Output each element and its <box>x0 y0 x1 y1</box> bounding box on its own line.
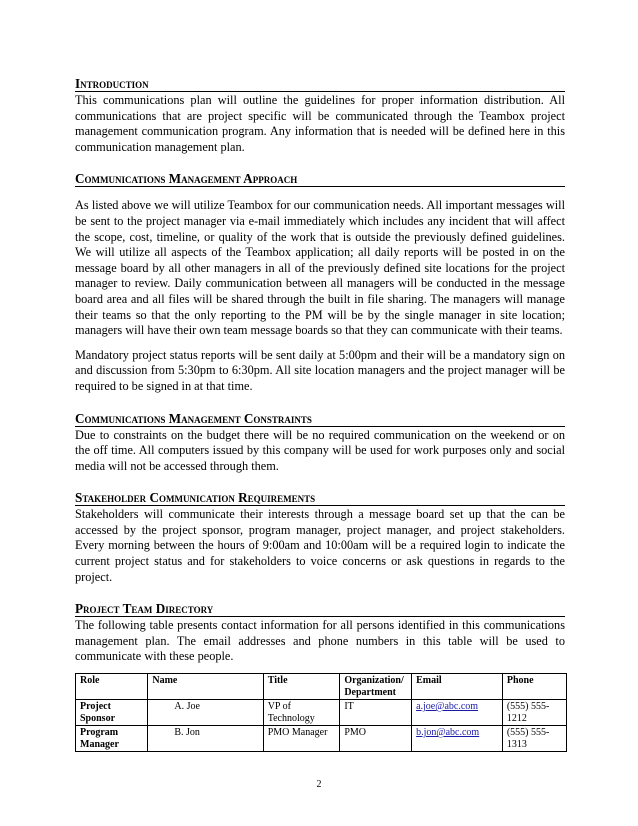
heading-project-team-directory: Project Team Directory <box>75 601 565 617</box>
cell-role: Project Sponsor <box>76 700 148 726</box>
heading-stakeholder-requirements: Stakeholder Communication Requirements <box>75 490 565 506</box>
document-page <box>75 76 565 752</box>
cell-title: PMO Manager <box>263 726 340 752</box>
approach-paragraph-1: As listed above we will utilize Teambox for our communication needs. All important messages will be sent to the project manager via e-mail immediately which includes any incident that will affect the scope, cost, timeline, or quality of the work that is outside the previously defined guidelines. We will utilize all aspects of the Teambox application; all daily reports will be posted in on the message board by all other managers in all of the previously defined site locations for the project manager to review. Daily communication between all managers will be conducted in the message board area and all files will be shared through the built in file sharing. The managers will manage their teams so that the only reporting to the PM will be by the single manager in site location; managers will have their own team message boards so that they can communicate with their teams. <box>75 198 565 338</box>
header-email: Email <box>412 674 503 700</box>
directory-text: The following table presents contact information for all persons identified in this communications management plan. The email addresses and phone numbers in this table will be used to communicate with these people. <box>75 618 565 664</box>
header-phone: Phone <box>502 674 566 700</box>
cell-phone: (555) 555-1212 <box>502 700 566 726</box>
table-row <box>76 700 567 726</box>
cell-email <box>412 700 503 726</box>
cell-email <box>412 726 503 752</box>
cell-phone: (555) 555-1313 <box>502 726 566 752</box>
cell-role: Program Manager <box>76 726 148 752</box>
heading-introduction: Introduction <box>75 76 565 92</box>
cell-name: B. Jon <box>148 726 263 752</box>
cell-name: A. Joe <box>148 700 263 726</box>
heading-communications-approach: Communications Management Approach <box>75 171 565 187</box>
table-header-row <box>76 674 567 700</box>
constraints-text: Due to constraints on the budget there will be no required communication on the weekend or on the off time. All computers issued by this company will be used for work purposes only and social media will not be accessed through them. <box>75 427 565 473</box>
header-title: Title <box>263 674 340 700</box>
email-link[interactable]: a.joe@abc.com <box>416 701 479 713</box>
team-directory-table <box>75 673 567 752</box>
email-link[interactable]: b.jon@abc.com <box>416 727 480 739</box>
heading-communications-constraints: Communications Management Constraints <box>75 411 565 427</box>
cell-org: IT <box>340 700 412 726</box>
header-organization: Organization/ Department <box>340 674 412 700</box>
cell-org: PMO <box>340 726 412 752</box>
header-name: Name <box>148 674 263 700</box>
cell-title: VP of Technology <box>263 700 340 726</box>
introduction-text: This communications plan will outline the guidelines for proper information distribution. All communications that are project specific will be communicated through the Teambox project management communication program. Any information that is needed will be defined here in this communication management plan. <box>75 93 565 154</box>
stakeholder-text: Stakeholders will communicate their interests through a message board set up that the can be accessed by the project sponsor, program manager, project manager, and project stakeholders. Every morning between the hours of 9:00am and 10:00am will be a required login to indicate the current project status and for stakeholders to voice concerns or ask questions in regards to the project. <box>75 507 565 584</box>
table-row <box>76 726 567 752</box>
header-role: Role <box>76 674 148 700</box>
page-number: 2 <box>316 779 322 790</box>
approach-paragraph-2: Mandatory project status reports will be sent daily at 5:00pm and their will be a mandatory sign on and discussion from 5:30pm to 6:30pm. All site location managers and the project manager will be required to be signed in at that time. <box>75 347 565 393</box>
